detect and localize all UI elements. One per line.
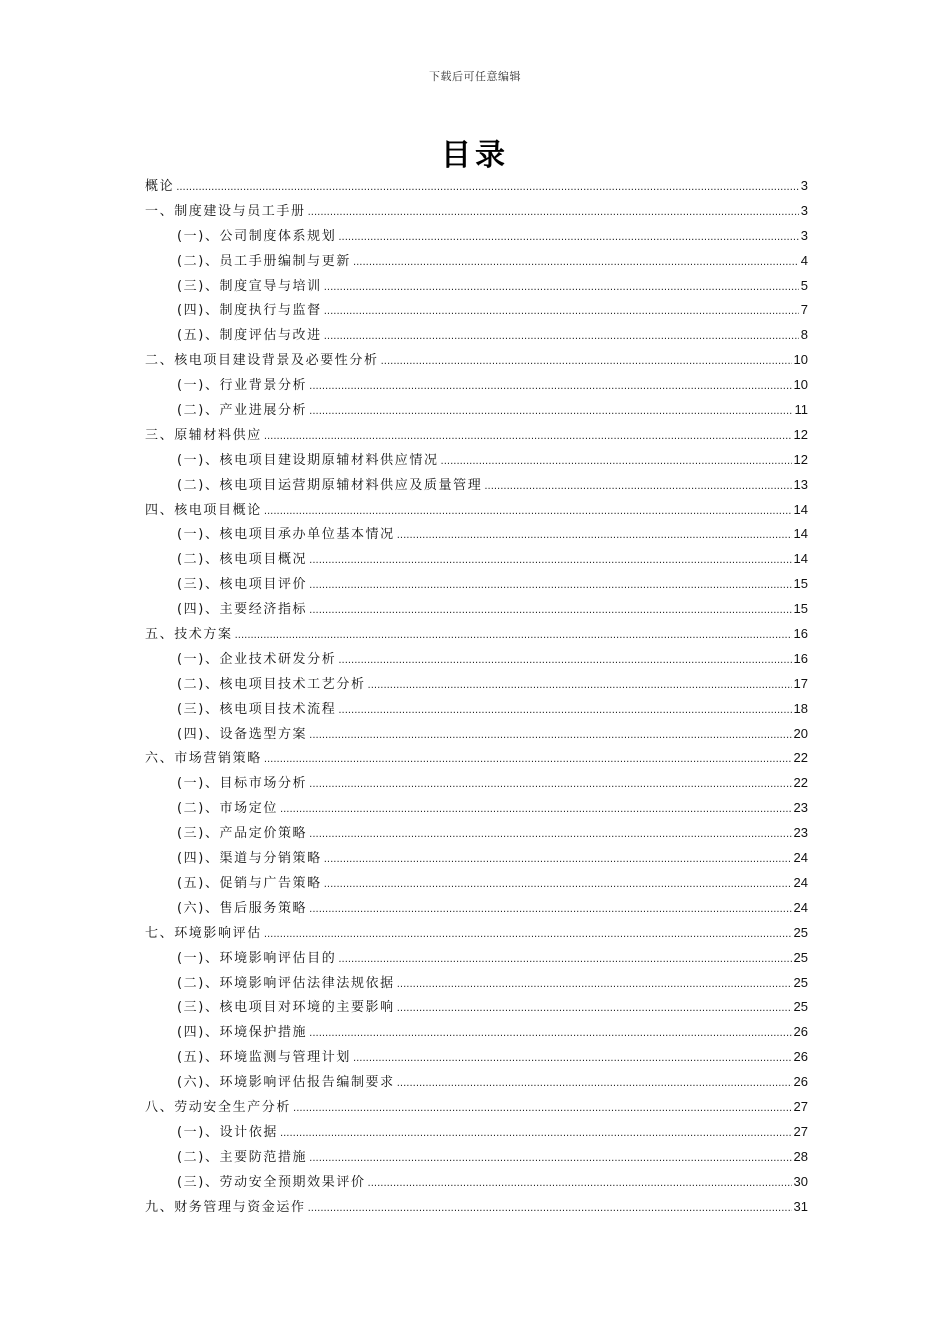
toc-dot-leader	[308, 201, 799, 226]
toc-dot-leader	[397, 997, 792, 1022]
toc-entry-label: (一)、行业背景分析	[177, 378, 308, 394]
toc-entry[interactable]	[145, 771, 808, 796]
toc-entry[interactable]	[145, 846, 808, 871]
toc-entry-label: (二)、主要防范措施	[177, 1149, 308, 1165]
toc-entry-page-number: 28	[793, 1148, 808, 1164]
toc-entry[interactable]	[145, 522, 808, 547]
toc-entry-label: (四)、制度执行与监督	[177, 303, 322, 319]
toc-entry-page-number: 22	[793, 775, 808, 791]
toc-entry-label: 五、技术方案	[145, 627, 233, 643]
toc-dot-leader	[353, 251, 799, 276]
toc-entry-page-number: 3	[800, 178, 808, 193]
toc-entry[interactable]	[145, 871, 808, 896]
toc-entry[interactable]	[145, 1095, 808, 1120]
toc-dot-leader	[309, 724, 791, 749]
toc-dot-leader	[309, 1022, 791, 1047]
toc-entry[interactable]	[145, 946, 808, 971]
toc-entry[interactable]	[145, 323, 808, 348]
toc-dot-leader	[309, 549, 791, 574]
toc-dot-leader	[338, 649, 791, 674]
toc-entry-label: (三)、制度宣导与培训	[177, 278, 322, 294]
toc-entry-page-number: 27	[793, 1098, 808, 1114]
toc-entry-label: (四)、环境保护措施	[177, 1025, 308, 1041]
toc-entry-label: (一)、环境影响评估目的	[177, 950, 337, 966]
toc-entry-label: (二)、核电项目运营期原辅材料供应及质量管理	[177, 477, 483, 493]
toc-dot-leader	[353, 1047, 792, 1072]
toc-entry-page-number: 25	[793, 974, 808, 990]
toc-entry[interactable]	[145, 697, 808, 722]
toc-entry-page-number: 14	[793, 501, 808, 517]
toc-dot-leader	[280, 798, 792, 823]
toc-dot-leader	[368, 1172, 792, 1197]
toc-entry-label: 九、财务管理与资金运作	[145, 1199, 306, 1215]
toc-entry-label: (五)、制度评估与改进	[177, 328, 322, 344]
toc-entry[interactable]	[145, 821, 808, 846]
toc-entry[interactable]	[145, 921, 808, 946]
toc-entry-page-number: 4	[800, 252, 808, 268]
toc-dot-leader	[381, 350, 792, 375]
toc-entry-page-number: 16	[793, 650, 808, 666]
toc-entry-page-number: 25	[793, 949, 808, 965]
toc-dot-leader	[338, 226, 798, 251]
toc-entry[interactable]	[145, 174, 808, 199]
toc-entry[interactable]	[145, 647, 808, 672]
toc-entry-label: (二)、市场定位	[177, 801, 278, 817]
toc-entry[interactable]	[145, 373, 808, 398]
toc-dot-leader	[309, 574, 791, 599]
toc-entry-label: (五)、环境监测与管理计划	[177, 1050, 351, 1066]
toc-entry-label: 一、制度建设与员工手册	[145, 203, 306, 219]
toc-dot-leader	[309, 773, 791, 798]
toc-entry[interactable]	[145, 1020, 808, 1045]
toc-entry-label: (四)、渠道与分销策略	[177, 851, 322, 867]
table-of-contents	[145, 174, 808, 1219]
toc-entry[interactable]	[145, 746, 808, 771]
toc-entry-page-number: 25	[793, 999, 808, 1015]
toc-entry[interactable]	[145, 995, 808, 1020]
toc-entry-page-number: 20	[793, 725, 808, 741]
toc-entry-page-number: 17	[793, 675, 808, 691]
toc-entry-page-number: 3	[800, 202, 808, 218]
toc-entry-label: (二)、员工手册编制与更新	[177, 253, 351, 269]
toc-dot-leader	[397, 524, 792, 549]
toc-entry[interactable]	[145, 622, 808, 647]
toc-entry[interactable]	[145, 224, 808, 249]
toc-dot-leader	[338, 699, 791, 724]
toc-dot-leader	[309, 375, 791, 400]
toc-entry-page-number: 16	[793, 626, 808, 642]
toc-entry[interactable]	[145, 796, 808, 821]
toc-entry-page-number: 26	[793, 1074, 808, 1090]
toc-entry[interactable]	[145, 1195, 808, 1220]
toc-entry-label: 七、环境影响评估	[145, 925, 262, 941]
toc-entry-label: (三)、核电项目评价	[177, 577, 308, 593]
toc-entry-label: (六)、环境影响评估报告编制要求	[177, 1075, 395, 1091]
toc-entry-page-number: 26	[793, 1049, 808, 1065]
toc-entry-page-number: 18	[793, 700, 808, 716]
toc-dot-leader	[264, 748, 792, 773]
toc-entry-page-number: 24	[793, 899, 808, 915]
toc-entry-label: 四、核电项目概论	[145, 502, 262, 518]
toc-entry-page-number: 25	[793, 924, 808, 940]
toc-entry-page-number: 14	[793, 526, 808, 542]
toc-entry-page-number: 10	[793, 377, 808, 393]
toc-dot-leader	[324, 325, 799, 350]
toc-entry-label: 概论	[145, 179, 175, 194]
toc-entry-label: (一)、目标市场分析	[177, 776, 308, 792]
toc-dot-leader	[309, 599, 791, 624]
toc-entry-page-number: 10	[793, 352, 808, 368]
toc-dot-leader	[368, 674, 792, 699]
toc-entry[interactable]	[145, 249, 808, 274]
toc-entry-page-number: 24	[793, 874, 808, 890]
toc-entry-page-number: 23	[793, 800, 808, 816]
toc-entry[interactable]	[145, 398, 808, 423]
toc-entry-page-number: 30	[793, 1173, 808, 1189]
page-header-note: 下载后可任意编辑	[429, 70, 521, 83]
toc-dot-leader	[309, 898, 791, 923]
toc-entry[interactable]	[145, 722, 808, 747]
toc-entry-page-number: 23	[793, 825, 808, 841]
toc-entry[interactable]	[145, 448, 808, 473]
toc-entry-label: (一)、核电项目承办单位基本情况	[177, 527, 395, 543]
toc-dot-leader	[280, 1122, 792, 1147]
toc-entry-page-number: 26	[793, 1024, 808, 1040]
toc-dot-leader	[441, 450, 792, 475]
toc-entry[interactable]	[145, 423, 808, 448]
toc-dot-leader	[309, 823, 791, 848]
toc-dot-leader	[308, 1197, 792, 1222]
toc-dot-leader	[397, 1072, 792, 1097]
toc-entry-page-number: 22	[793, 750, 808, 766]
toc-entry[interactable]	[145, 672, 808, 697]
toc-entry[interactable]	[145, 1070, 808, 1095]
toc-entry[interactable]	[145, 1045, 808, 1070]
toc-dot-leader	[324, 873, 792, 898]
toc-entry[interactable]	[145, 547, 808, 572]
toc-entry-label: (三)、产品定价策略	[177, 826, 308, 842]
toc-entry[interactable]	[145, 274, 808, 299]
toc-entry-label: (三)、核电项目技术流程	[177, 701, 337, 717]
toc-entry-page-number: 5	[800, 277, 808, 293]
toc-entry[interactable]	[145, 473, 808, 498]
toc-entry-label: (二)、产业进展分析	[177, 403, 308, 419]
toc-entry-page-number: 11	[794, 402, 808, 418]
toc-entry[interactable]	[145, 572, 808, 597]
toc-dot-leader	[176, 176, 799, 201]
toc-entry[interactable]	[145, 1170, 808, 1195]
toc-entry-label: (四)、设备选型方案	[177, 726, 308, 742]
toc-entry-label: (一)、公司制度体系规划	[177, 228, 337, 244]
toc-dot-leader	[264, 923, 792, 948]
toc-dot-leader	[324, 276, 799, 301]
toc-entry-page-number: 24	[793, 850, 808, 866]
toc-dot-leader	[324, 300, 799, 325]
toc-entry[interactable]	[145, 971, 808, 996]
toc-entry-label: (四)、主要经济指标	[177, 602, 308, 618]
toc-entry-label: (三)、劳动安全预期效果评价	[177, 1174, 366, 1190]
toc-entry-label: (六)、售后服务策略	[177, 900, 308, 916]
toc-entry[interactable]	[145, 597, 808, 622]
toc-entry-page-number: 7	[800, 302, 808, 318]
toc-entry-page-number: 15	[793, 576, 808, 592]
toc-entry[interactable]	[145, 1145, 808, 1170]
toc-entry-page-number: 27	[793, 1123, 808, 1139]
toc-dot-leader	[484, 475, 791, 500]
toc-dot-leader	[397, 973, 792, 998]
toc-entry-label: 六、市场营销策略	[145, 751, 262, 767]
toc-entry[interactable]	[145, 199, 808, 224]
toc-dot-leader	[338, 948, 791, 973]
toc-dot-leader	[264, 425, 792, 450]
toc-entry-label: 八、劳动安全生产分析	[145, 1099, 292, 1115]
toc-dot-leader	[309, 400, 792, 425]
toc-entry-page-number: 12	[793, 451, 808, 467]
toc-entry-label: (二)、环境影响评估法律法规依据	[177, 975, 395, 991]
toc-title: 目录	[441, 138, 509, 173]
toc-entry-label: 三、原辅材料供应	[145, 427, 262, 443]
toc-entry-page-number: 14	[793, 551, 808, 567]
toc-entry-page-number: 13	[793, 476, 808, 492]
toc-entry-label: (二)、核电项目技术工艺分析	[177, 676, 366, 692]
toc-entry-label: 二、核电项目建设背景及必要性分析	[145, 353, 379, 369]
toc-entry-label: (一)、核电项目建设期原辅材料供应情况	[177, 452, 439, 468]
toc-entry-page-number: 15	[793, 601, 808, 617]
toc-entry-label: (五)、促销与广告策略	[177, 875, 322, 891]
toc-entry[interactable]	[145, 498, 808, 523]
toc-dot-leader	[235, 624, 792, 649]
toc-dot-leader	[293, 1097, 792, 1122]
toc-entry-page-number: 31	[793, 1198, 808, 1214]
toc-dot-leader	[264, 500, 792, 525]
toc-entry[interactable]	[145, 896, 808, 921]
toc-entry-label: (三)、核电项目对环境的主要影响	[177, 1000, 395, 1016]
toc-entry-page-number: 8	[800, 327, 808, 343]
toc-entry-page-number: 3	[800, 227, 808, 243]
toc-entry-label: (二)、核电项目概况	[177, 552, 308, 568]
toc-dot-leader	[309, 1147, 791, 1172]
toc-entry-page-number: 12	[793, 426, 808, 442]
toc-dot-leader	[324, 848, 792, 873]
toc-entry-label: (一)、企业技术研发分析	[177, 651, 337, 667]
toc-entry[interactable]	[145, 298, 808, 323]
toc-entry-label: (一)、设计依据	[177, 1124, 278, 1140]
toc-entry[interactable]	[145, 1120, 808, 1145]
toc-entry[interactable]	[145, 348, 808, 373]
